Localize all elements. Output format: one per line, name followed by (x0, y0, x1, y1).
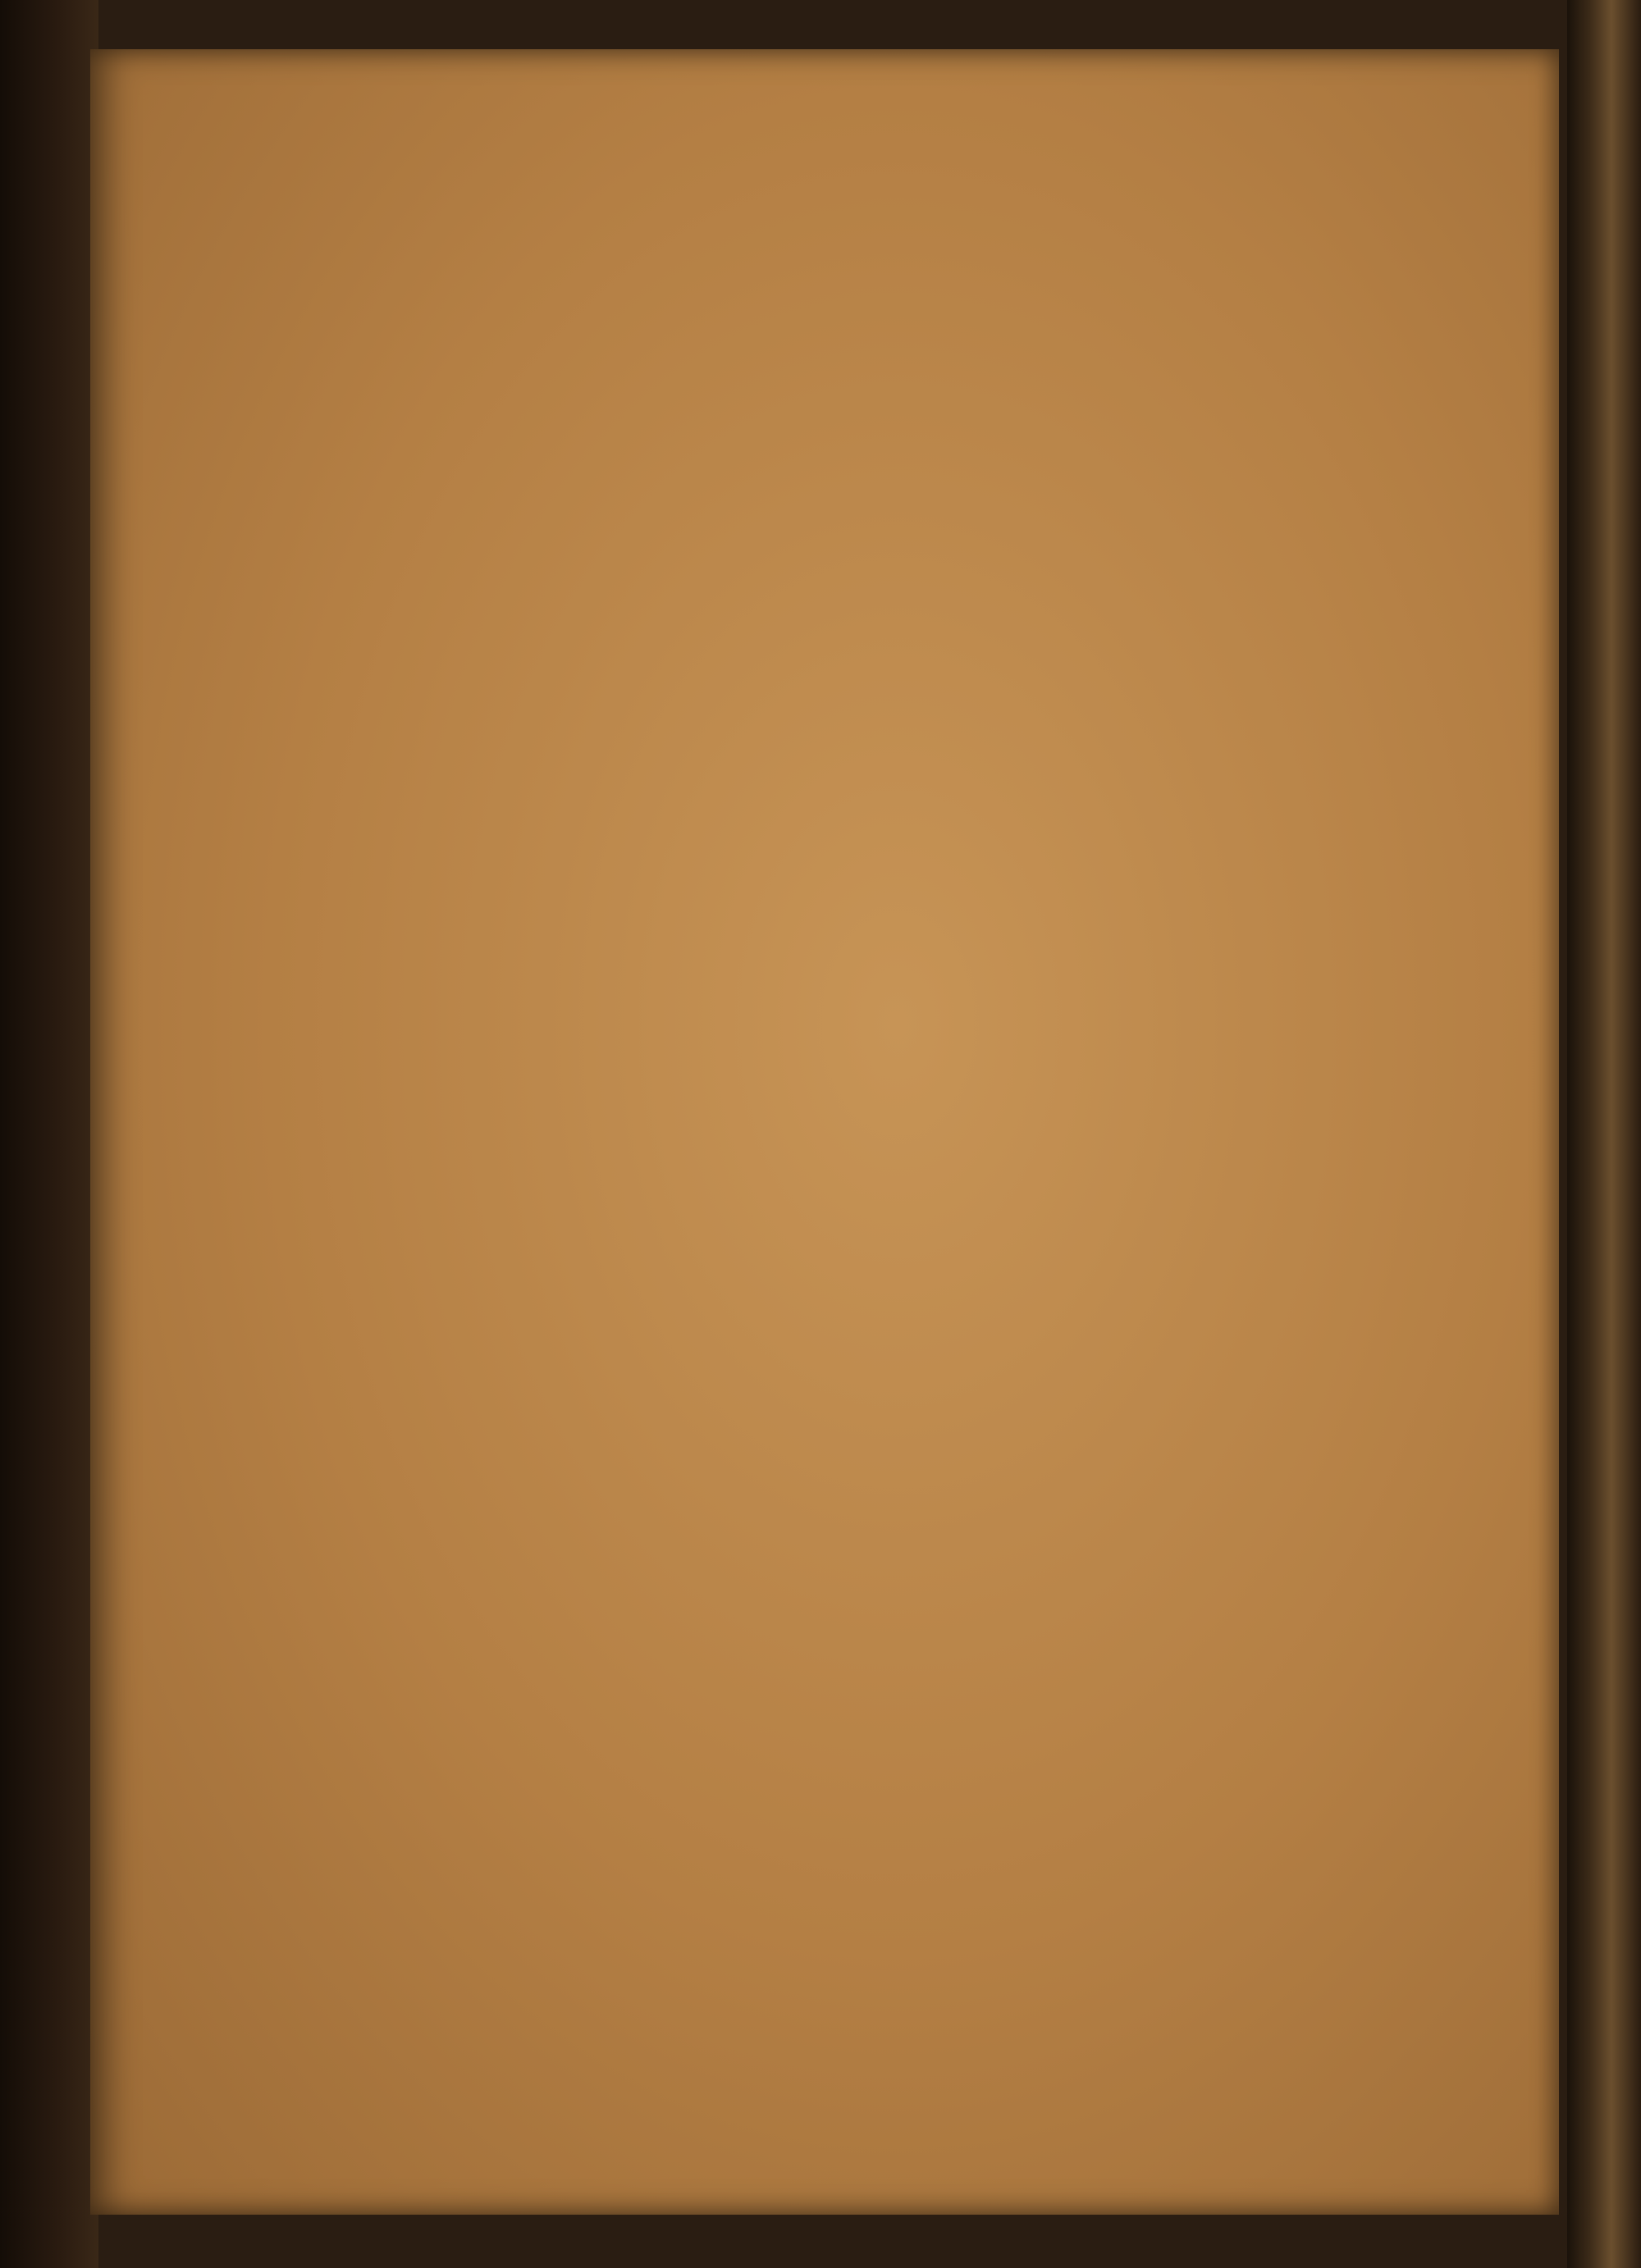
hebrew-text-column (903, 215, 1436, 1659)
rashi-commentary-column (271, 221, 903, 1657)
running-head (181, 168, 1460, 217)
book-spine-left (0, 0, 98, 2268)
hebrew-text-bottom-block (279, 1659, 1444, 2168)
next-page-edge (1567, 0, 1641, 2268)
next-page-fragments (1600, 0, 1633, 2268)
